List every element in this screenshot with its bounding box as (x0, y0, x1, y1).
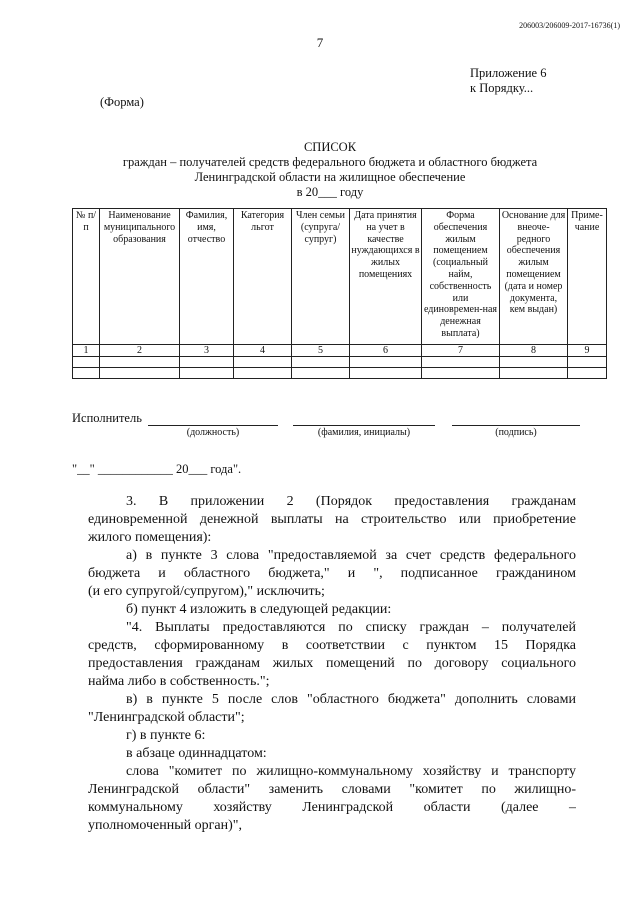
column-number: 7 (422, 345, 500, 357)
body-text (88, 493, 576, 835)
body-line: (и его супругой/супругом)," исключить; (88, 584, 325, 599)
table-row (73, 357, 607, 368)
appendix-reference (470, 66, 546, 96)
body-line: средств, сформированному в соответствии с пунктом 15 Порядка (88, 638, 576, 653)
signature-line (452, 425, 580, 426)
column-number: 8 (500, 345, 568, 357)
column-number: 2 (100, 345, 180, 357)
body-line: "Ленинградской области"; (88, 710, 245, 725)
title-line-3: Ленинградской области на жилищное обеспечение (194, 170, 466, 184)
title-line-4: в 20___ году (296, 185, 364, 199)
body-line: г) в пункте 6: (126, 728, 206, 743)
name-line (293, 425, 435, 426)
body-line: единовременной денежной выплаты на строительство или приобретение (88, 512, 576, 527)
position-caption: (должность) (186, 427, 240, 438)
body-line: 3. В приложении 2 (Порядок предоставления гражданам (126, 494, 576, 509)
appendix-line-1: Приложение 6 (470, 66, 547, 80)
header-cell: Член семьи (супруга/ супруг) (292, 209, 350, 345)
body-line: найма либо в собственность."; (88, 674, 270, 689)
body-line: уполномоченный орган)", (88, 818, 242, 833)
body-line: предоставления гражданам жилых помещений по договору социального (88, 656, 576, 671)
body-line: а) в пункте 3 слова "предоставляемой за счет средств федерального (126, 548, 576, 563)
page-number: 7 (316, 35, 324, 50)
column-number: 6 (350, 345, 422, 357)
header-cell: Фамилия, имя, отчество (180, 209, 234, 345)
date-line: "__" ____________ 20___ года". (72, 462, 242, 476)
column-number: 4 (234, 345, 292, 357)
body-line: Ленинградской области" заменить словами "комитет по жилищно- (88, 782, 576, 797)
body-line: бюджета и областного бюджета," и ", подписанное гражданином (88, 566, 576, 581)
name-caption: (фамилия, инициалы) (317, 427, 411, 438)
column-number: 1 (73, 345, 100, 357)
body-line: в) в пункте 5 после слов "областного бюджета" дополнить словами (126, 692, 576, 707)
executor-label: Исполнитель (72, 411, 142, 425)
signature-caption: (подпись) (495, 427, 537, 438)
body-line: слова "комитет по жилищно-коммунальному хозяйству и транспорту (126, 764, 576, 779)
document-id: 206003/206009-2017-16736(1) (519, 21, 620, 30)
column-number: 3 (180, 345, 234, 357)
position-line (148, 425, 278, 426)
appendix-line-2: к Порядку... (470, 81, 534, 95)
table-header-row (73, 209, 607, 345)
recipients-table (72, 208, 607, 379)
header-cell: Основание для внеоче-редного обеспечения жилым помещением (дата и номер документа, кем выдан) (500, 209, 568, 345)
table-row (73, 368, 607, 379)
header-cell: Дата принятия на учет в качестве нуждающихся в жилых помещениях (350, 209, 422, 345)
list-title (80, 140, 580, 200)
header-cell: Форма обеспечения жилым помещением (социальный найм, собственность или единовремен-ная денежная выплата) (422, 209, 500, 345)
title-line-1: СПИСОК (303, 140, 357, 154)
header-cell: Наименование муниципального образования (100, 209, 180, 345)
header-cell: Категория льгот (234, 209, 292, 345)
column-number-row (73, 345, 607, 357)
column-number: 9 (568, 345, 607, 357)
body-line: коммунальному хозяйству Ленинградской области (далее – (88, 800, 576, 815)
form-label: (Форма) (100, 95, 144, 109)
header-cell: Приме-чание (568, 209, 607, 345)
body-line: жилого помещения): (88, 530, 212, 545)
body-line: б) пункт 4 изложить в следующей редакции: (126, 602, 392, 617)
header-cell: № п/п (73, 209, 100, 345)
title-line-2: граждан – получателей средств федерального бюджета и областного бюджета (122, 155, 538, 169)
body-line: в абзаце одиннадцатом: (126, 746, 267, 761)
body-line: "4. Выплаты предоставляются по списку граждан – получателей (126, 620, 576, 635)
column-number: 5 (292, 345, 350, 357)
